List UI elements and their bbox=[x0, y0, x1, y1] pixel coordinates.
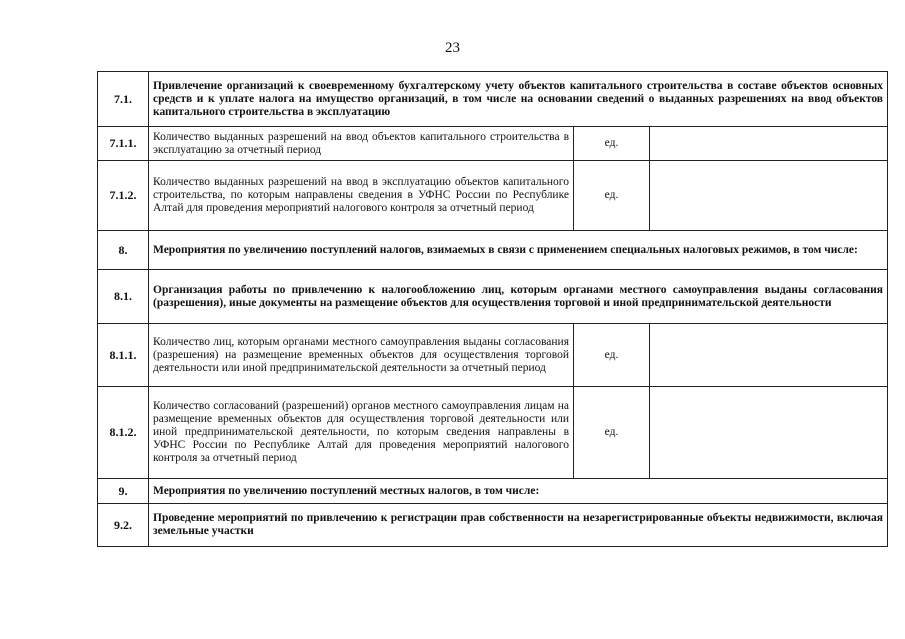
row-number: 8.1. bbox=[98, 270, 149, 324]
row-number: 7.1.2. bbox=[98, 161, 149, 231]
row-unit: ед. bbox=[574, 387, 650, 479]
row-text: Количество выданных разрешений на ввод объектов капитального строительства в эксплуатацию за отчетный период bbox=[149, 127, 574, 161]
row-unit: ед. bbox=[574, 324, 650, 387]
row-text: Мероприятия по увеличению поступлений налогов, взимаемых в связи с применением специальных налоговых режимов, в том числе: bbox=[149, 231, 888, 270]
row-value bbox=[650, 387, 888, 479]
row-number: 8.1.1. bbox=[98, 324, 149, 387]
table-row bbox=[98, 72, 888, 127]
table-row bbox=[98, 127, 888, 161]
row-value bbox=[650, 161, 888, 231]
table-row bbox=[98, 231, 888, 270]
row-number: 9. bbox=[98, 479, 149, 504]
row-text: Организация работы по привлечению к налогообложению лиц, которым органами местного самоуправления выданы согласования (разрешения), иные документы на размещение объектов для осуществления торговой и иной предпринимательской деятельности bbox=[149, 270, 888, 324]
table-row bbox=[98, 270, 888, 324]
row-text: Количество лиц, которым органами местного самоуправления выданы согласования (разрешения) на размещение временных объектов для осуществления торговой деятельности или иной предпринимательской деятельности за отчетный период bbox=[149, 324, 574, 387]
row-text: Количество выданных разрешений на ввод в эксплуатацию объектов капитального строительства, по которым направлены сведения в УФНС России по Республике Алтай для проведения мероприятий налогового контроля за отчетный период bbox=[149, 161, 574, 231]
report-table bbox=[97, 71, 888, 547]
table-row bbox=[98, 479, 888, 504]
row-unit: ед. bbox=[574, 161, 650, 231]
row-unit: ед. bbox=[574, 127, 650, 161]
row-text: Проведение мероприятий по привлечению к регистрации прав собственности на незарегистрированные объекты недвижимости, включая земельные участки bbox=[149, 504, 888, 547]
row-value bbox=[650, 127, 888, 161]
row-text: Количество согласований (разрешений) органов местного самоуправления лицам на размещение временных объектов для осуществления торговой деятельности или иной предпринимательской деятельности, по которым сведения направлены в УФНС России по Республике Алтай для проведения мероприятий налогового контроля за отчетный период bbox=[149, 387, 574, 479]
table-row bbox=[98, 387, 888, 479]
row-number: 7.1.1. bbox=[98, 127, 149, 161]
row-value bbox=[650, 324, 888, 387]
table-row bbox=[98, 504, 888, 547]
row-number: 7.1. bbox=[98, 72, 149, 127]
row-text: Мероприятия по увеличению поступлений местных налогов, в том числе: bbox=[149, 479, 888, 504]
row-number: 8.1.2. bbox=[98, 387, 149, 479]
page-number: 23 bbox=[445, 40, 460, 56]
row-text: Привлечение организаций к своевременному бухгалтерскому учету объектов капитального строительства в составе объектов основных средств и к уплате налога на имущество организаций, в том числе на основании сведений о выданных разрешениях на ввод объектов капитального строительства в эксплуатацию bbox=[149, 72, 888, 127]
row-number: 8. bbox=[98, 231, 149, 270]
table-row bbox=[98, 324, 888, 387]
table-row bbox=[98, 161, 888, 231]
row-number: 9.2. bbox=[98, 504, 149, 547]
